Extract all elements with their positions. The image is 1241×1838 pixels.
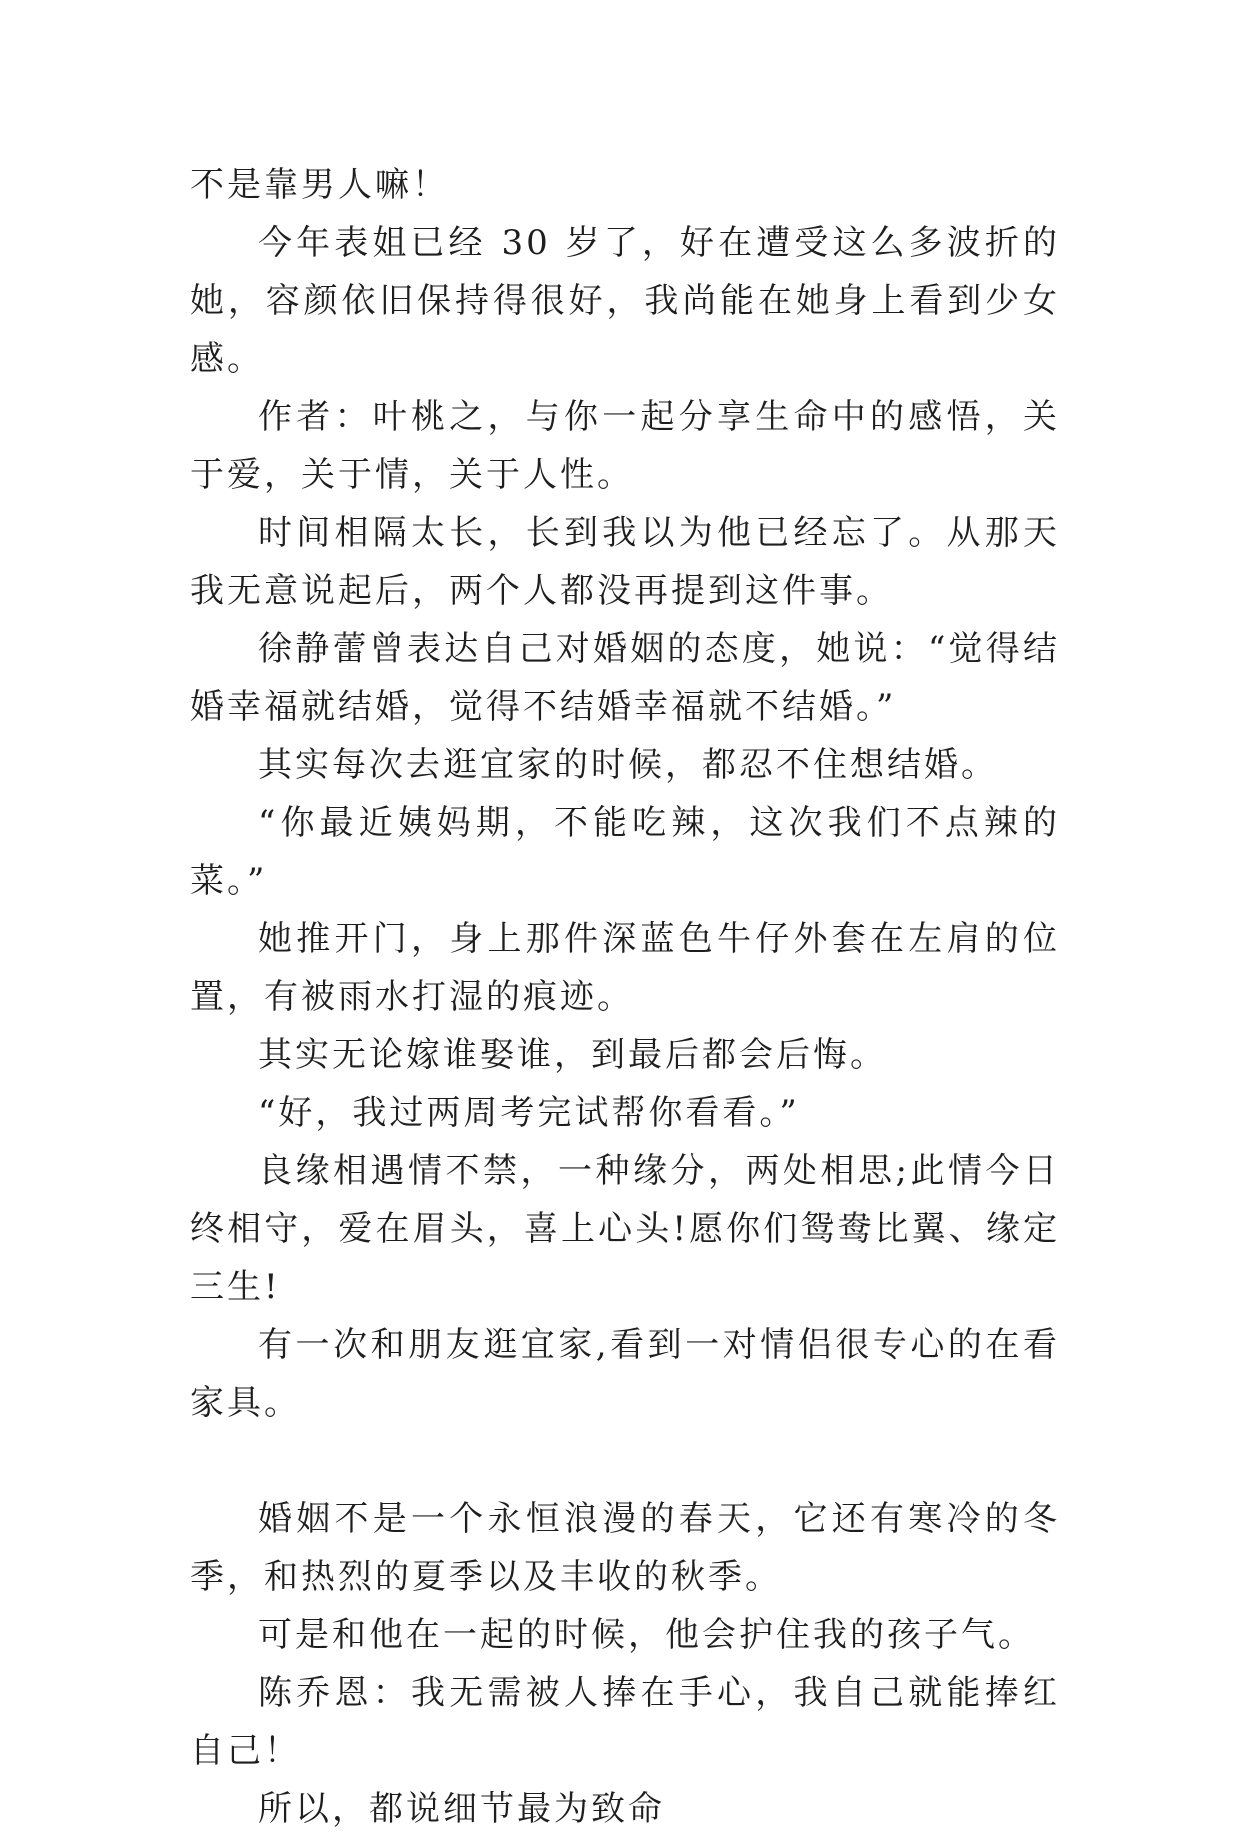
paragraph: 今年表姐已经 30 岁了，好在遭受这么多波折的她，容颜依旧保持得很好，我尚能在她身上看到少女感。 [190, 223, 1060, 379]
paragraph: 所以，都说细节最为致命 [258, 1789, 665, 1829]
paragraph: 可是和他在一起的时候，他会护住我的孩子气。 [258, 1615, 1035, 1655]
blank-line [190, 1432, 1060, 1490]
paragraph: 作者：叶桃之，与你一起分享生命中的感悟，关于爱，关于情，关于人性。 [190, 397, 1060, 495]
paragraph: “好，我过两周考完试帮你看看。” [258, 1093, 800, 1133]
paragraph: “你最近姨妈期，不能吃辣，这次我们不点辣的菜。” [190, 803, 1060, 901]
paragraph: 有一次和朋友逛宜家,看到一对情侣很专心的在看家具。 [190, 1325, 1060, 1423]
document-body [190, 156, 1060, 1838]
paragraph: 婚姻不是一个永恒浪漫的春天，它还有寒冷的冬季，和热烈的夏季以及丰收的秋季。 [190, 1499, 1060, 1597]
paragraph: 不是靠男人嘛！ [190, 165, 449, 205]
paragraph: 时间相隔太长，长到我以为他已经忘了。从那天我无意说起后，两个人都没再提到这件事。 [190, 513, 1060, 611]
paragraph: 她推开门，身上那件深蓝色牛仔外套在左肩的位置，有被雨水打湿的痕迹。 [190, 919, 1060, 1017]
paragraph: 其实无论嫁谁娶谁，到最后都会后悔。 [258, 1035, 887, 1075]
paragraph: 陈乔恩：我无需被人捧在手心，我自己就能捧红自己！ [190, 1673, 1060, 1771]
paragraph: 徐静蕾曾表达自己对婚姻的态度，她说：“觉得结婚幸福就结婚，觉得不结婚幸福就不结婚。” [190, 629, 1060, 727]
paragraph: 其实每次去逛宜家的时候，都忍不住想结婚。 [258, 745, 998, 785]
paragraph: 良缘相遇情不禁，一种缘分，两处相思;此情今日终相守，爱在眉头，喜上心头!愿你们鸳鸯比翼、缘定三生! [190, 1151, 1060, 1307]
